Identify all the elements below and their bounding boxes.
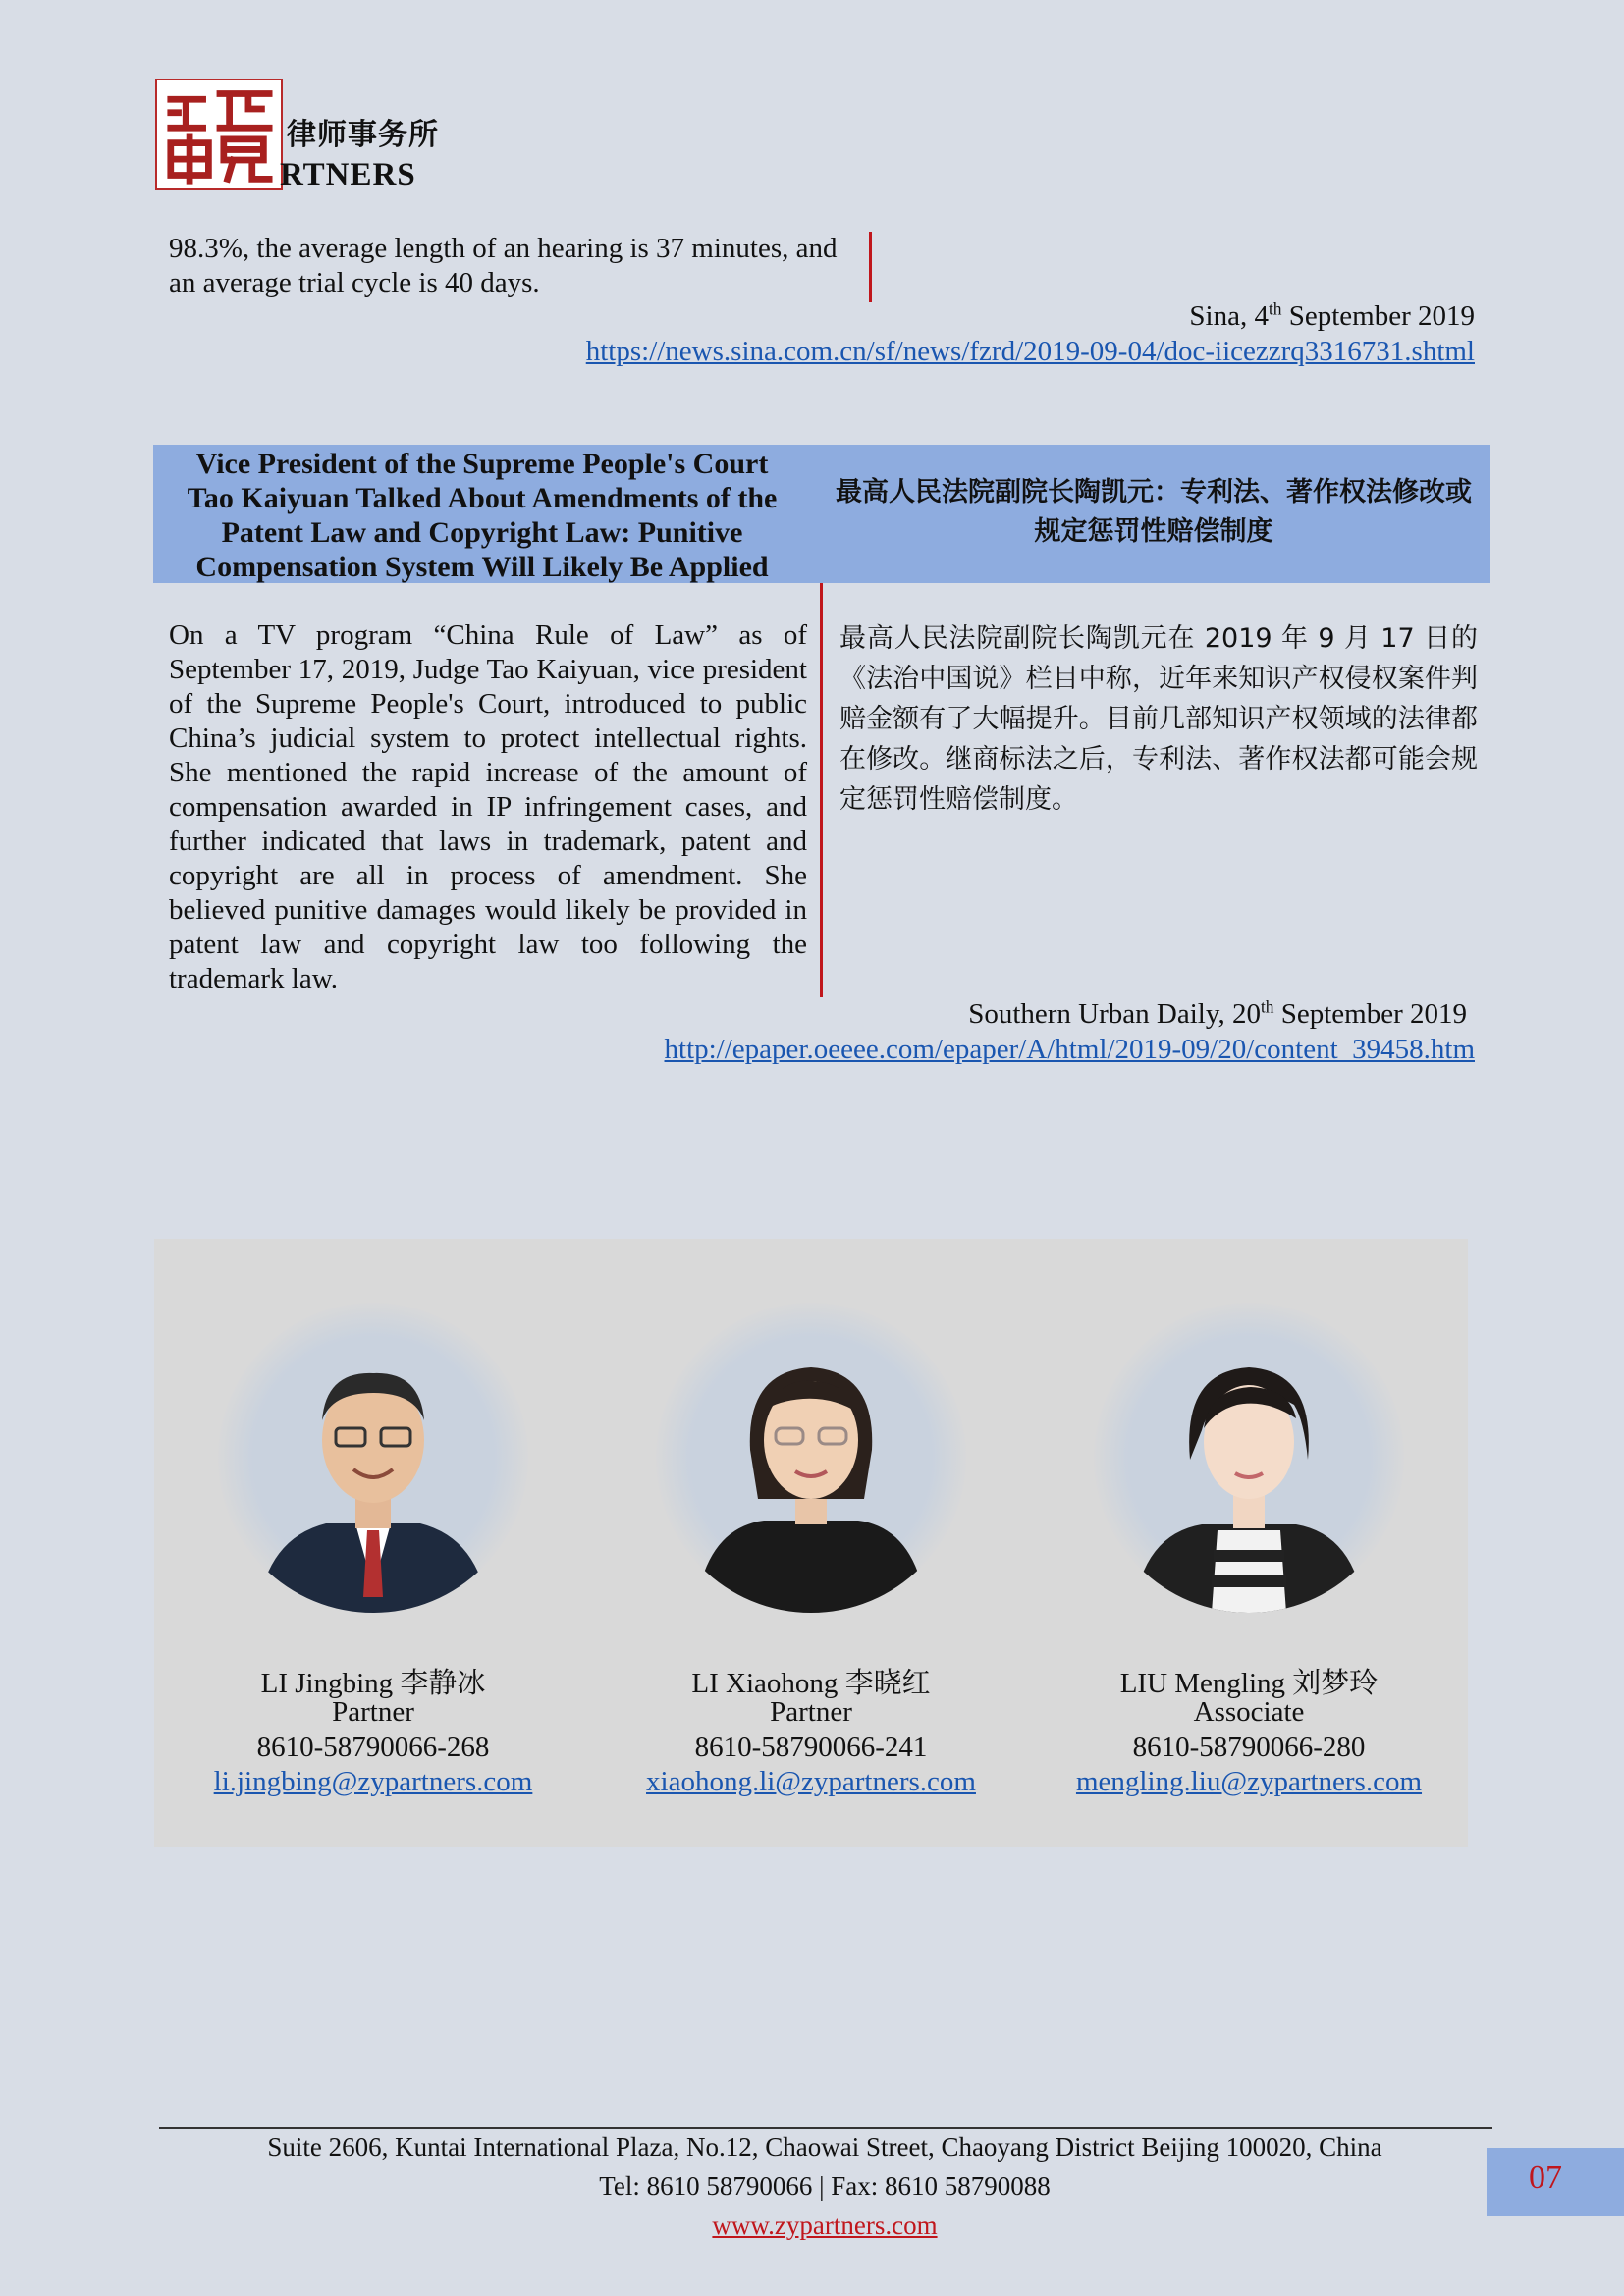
firm-name-chinese: 律师事务所 (287, 118, 439, 152)
firm-logo-seal (155, 79, 283, 190)
avatar (656, 1303, 966, 1613)
contact-phone: 8610-58790066-241 (694, 1732, 928, 1763)
contact-phone: 8610-58790066-280 (1132, 1732, 1366, 1763)
contact-name: LI Jingbing 李静冰 (260, 1668, 486, 1699)
contact-card (592, 1239, 1030, 1847)
person-portrait-icon (1094, 1303, 1404, 1613)
contact-card (1030, 1239, 1468, 1847)
person-portrait-icon (656, 1303, 966, 1613)
contact-email-link[interactable]: mengling.liu@zypartners.com (1075, 1766, 1423, 1797)
source-link[interactable]: http://epaper.oeeee.com/epaper/A/html/2019-09/20/content_39458.htm (664, 1034, 1475, 1065)
source-credit: Sina, 4th September 2019 (1189, 298, 1475, 332)
footer-contact-numbers: Tel: 8610 58790066 | Fax: 8610 58790088 (599, 2171, 1051, 2201)
article-body-chinese: 最高人民法院副院长陶凯元在 2019 年 9 月 17 日的《法治中国说》栏目中称，近年来知识产权侵权案件判赔金额有了大幅提升。目前几部知识产权领域的法律都在修改。继商标法之后，专利法、著作权法都可能会规定惩罚性赔偿制度。 (839, 623, 1478, 815)
continued-paragraph: 98.3%, the average length of an hearing is 37 minutes, and an average trial cycle is 40 days. (169, 233, 838, 298)
footer-address: Suite 2606, Kuntai International Plaza, No.12, Chaowai Street, Chaoyang District Beijing 100020, China (267, 2132, 1382, 2162)
contact-name: LIU Mengling 刘梦玲 (1119, 1668, 1379, 1699)
contact-title: Associate (1193, 1696, 1305, 1728)
person-portrait-icon (218, 1303, 528, 1613)
page-number: 07 (1529, 2160, 1562, 2196)
contact-title: Partner (332, 1696, 414, 1728)
column-divider (820, 583, 823, 997)
article-title-english: Vice President of the Supreme People's Court Tao Kaiyuan Talked About Amendments of the Patent Law and Copyright Law: Punitive Compensation System Will Likely Be Applied (187, 448, 778, 583)
seal-logo-icon (157, 80, 281, 188)
avatar (218, 1303, 528, 1613)
contact-phone: 8610-58790066-268 (256, 1732, 490, 1763)
firm-name-english: RTNERS (280, 157, 416, 192)
contact-card (154, 1239, 592, 1847)
contact-name: LI Xiaohong 李晓红 (691, 1668, 931, 1699)
footer-website-link[interactable]: www.zypartners.com (712, 2211, 938, 2240)
contacts-panel (154, 1239, 1468, 1847)
footer-rule (159, 2127, 1492, 2129)
contact-title: Partner (770, 1696, 852, 1728)
source-link[interactable]: https://news.sina.com.cn/sf/news/fzrd/2019-09-04/doc-iicezzrq3316731.shtml (585, 336, 1475, 367)
avatar (1094, 1303, 1404, 1613)
article-title-chinese: 最高人民法院副院长陶凯元：专利法、著作权法修改或规定惩罚性赔偿制度 (836, 477, 1472, 547)
contact-email-link[interactable]: xiaohong.li@zypartners.com (646, 1766, 976, 1797)
column-divider (869, 232, 872, 302)
source-credit: Southern Urban Daily, 20th September 2019 (968, 996, 1467, 1030)
article-body-english: On a TV program “China Rule of Law” as of September 17, 2019, Judge Tao Kaiyuan, vice president of the Supreme People's Court, introduced to public China’s judicial system to protect intellectual rights. She mentioned the rapid increase of the amount of compensation awarded in IP infringement cases, and further indicated that laws in trademark, patent and copyright are all in process of amendment. She believed punitive damages would likely be provided in patent law and copyright law too following the trademark law. (169, 619, 807, 994)
contact-email-link[interactable]: li.jingbing@zypartners.com (213, 1766, 533, 1797)
